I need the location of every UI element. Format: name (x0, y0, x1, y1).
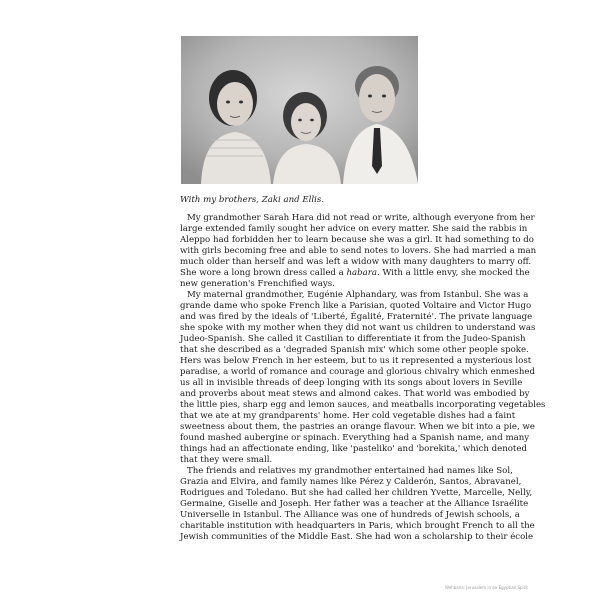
text-line: Jewish communities of the Middle East. She had won a scholarship to their école (180, 532, 534, 542)
text-line: Germaine, Giselle and Joseph. Her father was a teacher at the Alliance Israélite (180, 499, 529, 509)
text-line: us all in invisible threads of deep longing with its songs about lovers in Seville (180, 378, 523, 388)
family-photo-icon (181, 36, 418, 184)
text-line: Universelle in Istanbul. The Alliance was one of hundreds of Jewish schools, a (180, 510, 520, 520)
text-line: and was fired by the ideals of 'Liberté, Égalité, Fraternité'. The private language (180, 312, 533, 322)
paragraph-2 (180, 290, 546, 466)
running-footer: Wehbana: Jerusalem in an Egyptian Spirit (444, 585, 528, 590)
text-line: The friends and relatives my grandmother entertained had names like Sol, (187, 466, 513, 476)
text-line: that she described as a 'degraded Spanish mix' which some other people spoke. (180, 345, 529, 355)
text-line: She wore a long brown dress called a habara. With a little envy, she mocked the (180, 268, 530, 278)
text-line: new generation's Frenchified ways. (180, 279, 335, 289)
text-line: things had an affectionate ending, like 'pasteliko' and 'borekita,' which denoted (180, 444, 527, 454)
text-line: and proverbs about meat stews and almond cakes. That world was embodied by (180, 389, 530, 399)
text-line: paradise, a world of romance and courage and glorious chivalry which enmeshed (180, 367, 535, 377)
paragraph-1 (180, 213, 537, 290)
text-line: Aleppo had forbidden her to learn because she was a girl. It had something to do (180, 235, 534, 245)
text-line: much older than herself and was left a widow with many daughters to marry off. (180, 257, 532, 267)
text-line: Grazia and Elvira, and family names like Pérez y Calderón, Santos, Abravanel, (180, 477, 522, 487)
photo-caption: With my brothers, Zaki and Ellis. (180, 195, 325, 205)
text-line: My maternal grandmother, Eugénie Alphandary, was from Istanbul. She was a (187, 290, 529, 300)
text-line: Hers was below French in her esteem, but to us it represented a mysterious lost (180, 356, 532, 366)
text-line: Rodrigues and Toledano. But she had called her children Yvette, Marcelle, Nelly, (180, 488, 533, 498)
paragraph-3 (180, 466, 535, 543)
text-line: sweetness about them, the pastries an orange flavour. When we bit into a pie, we (180, 422, 535, 432)
family-photo (181, 36, 418, 184)
text-line: grande dame who spoke French like a Parisian, quoted Voltaire and Victor Hugo (180, 301, 532, 311)
text-line: she spoke with my mother when they did not want us children to understand was (180, 323, 536, 333)
text-line: the little pies, sharp egg and lemon sauces, and meatballs incorporating vegetables (180, 400, 546, 410)
text-line: My grandmother Sarah Hara did not read or write, although everyone from her (187, 213, 535, 223)
text-line: large extended family sought her advice on every matter. She said the rabbis in (180, 224, 528, 234)
text-line: that we ate at my grandparents' home. Her cold vegetable dishes had a faint (180, 411, 516, 421)
text-line: charitable institution with headquarters in Paris, which brought French to all the (180, 521, 535, 531)
text-line: Judeo-Spanish. She called it Castilian to differentiate it from the Judeo-Spanish (180, 334, 526, 344)
text-line: found mashed aubergine or spinach. Everything had a Spanish name, and many (180, 433, 530, 443)
text-line: with girls becoming free and able to send notes to lovers. She had married a man (180, 246, 537, 256)
body-text (180, 213, 546, 543)
text-line: that they were small. (180, 455, 273, 465)
